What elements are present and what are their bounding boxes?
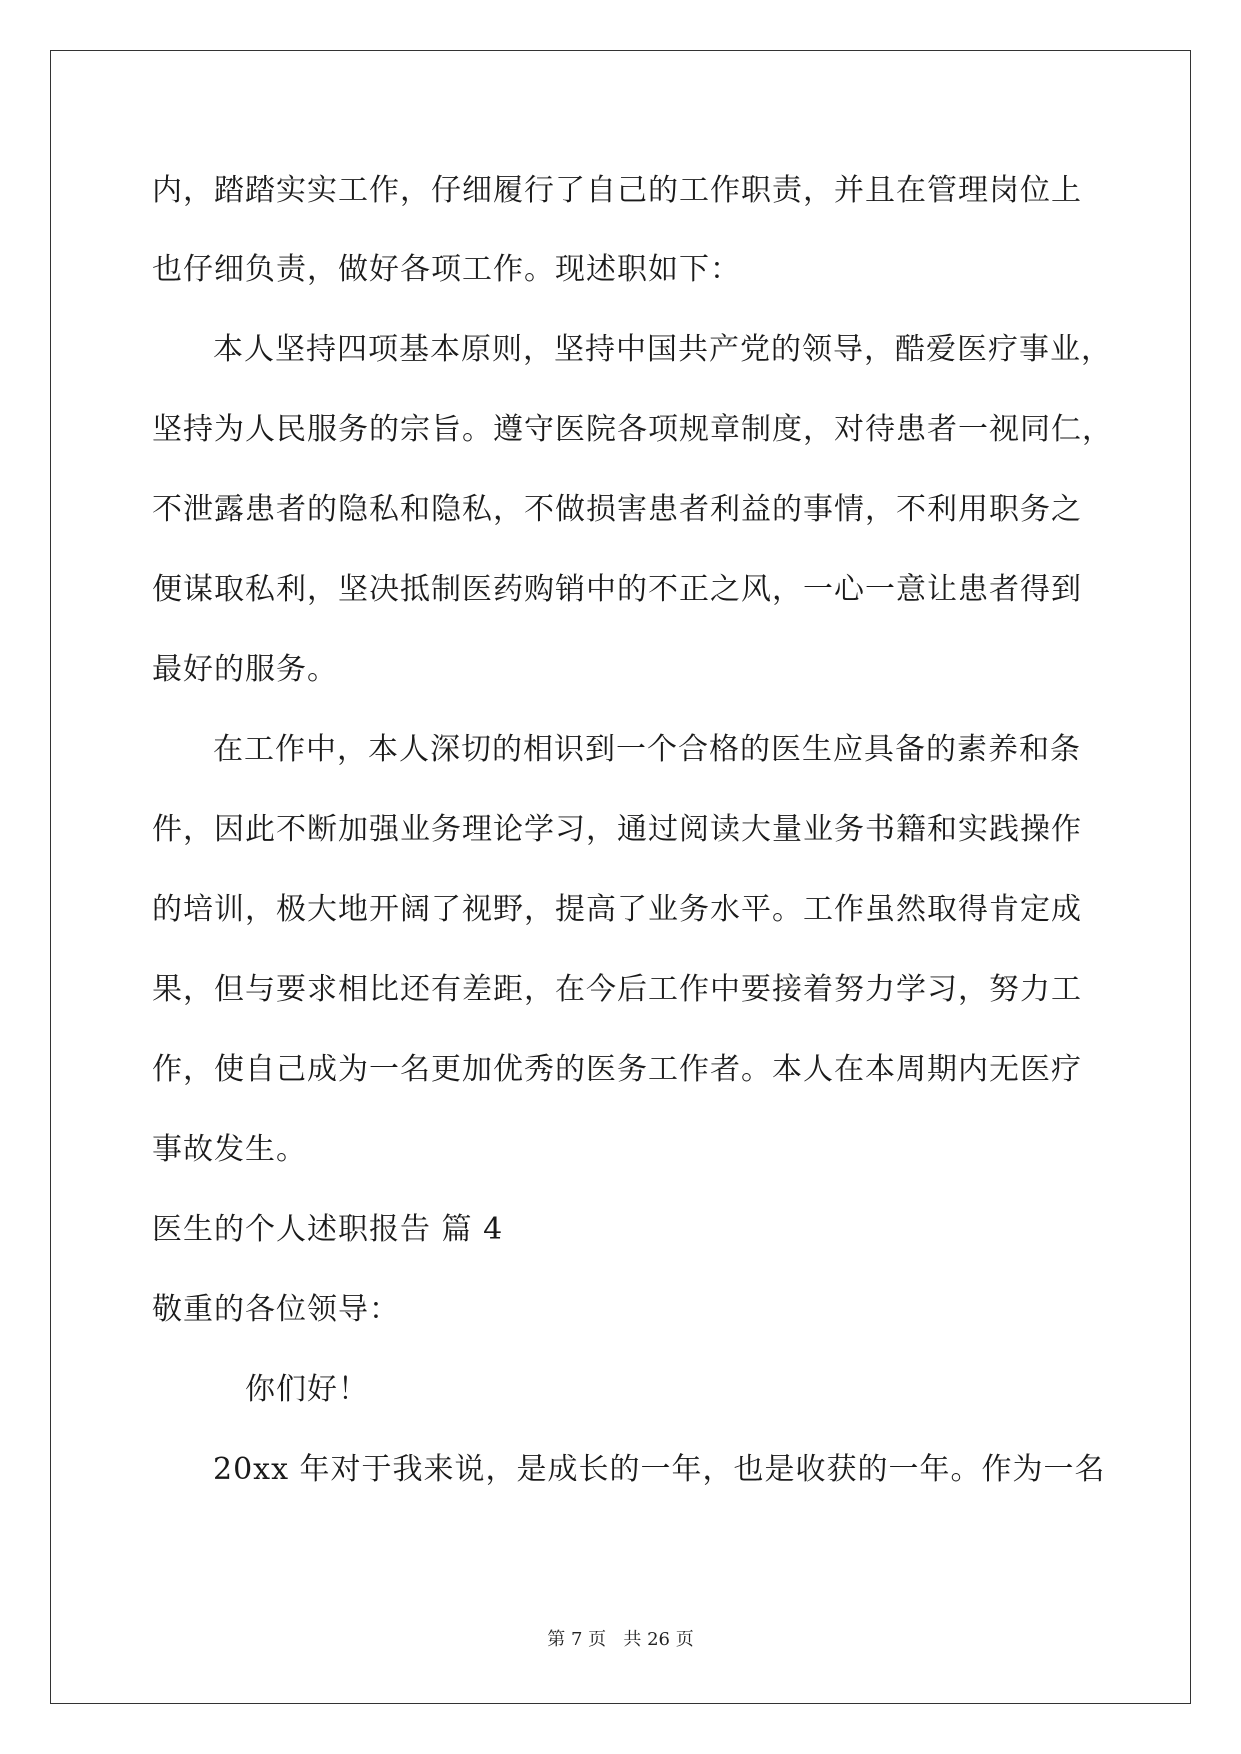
paragraph-start-line: 在工作中，本人深切的相识到一个合格的医生应具备的素养和条 [213, 732, 1081, 767]
body-text-line: 也仔细负责，做好各项工作。现述职如下： [152, 252, 741, 287]
body-text-line: 事故发生。 [152, 1132, 307, 1167]
body-text-line: 不泄露患者的隐私和隐私，不做损害患者利益的事情，不利用职务之 [152, 492, 1082, 527]
salutation: 敬重的各位领导： [152, 1292, 400, 1327]
paragraph-start-line: 20xx 年对于我来说，是成长的一年，也是收获的一年。作为一名 [213, 1452, 1106, 1487]
body-text-line: 坚持为人民服务的宗旨。遵守医院各项规章制度，对待患者一视同仁， [152, 412, 1113, 447]
greeting: 你们好！ [245, 1372, 369, 1407]
section-heading: 医生的个人述职报告 篇 4 [152, 1212, 504, 1247]
body-text-line: 的培训，极大地开阔了视野，提高了业务水平。工作虽然取得肯定成 [152, 892, 1082, 927]
page-footer [0, 1628, 1241, 1652]
body-text-line: 果，但与要求相比还有差距，在今后工作中要接着努力学习，努力工 [152, 972, 1082, 1007]
page-number: 第 7 页 [547, 1629, 607, 1650]
body-text-line: 便谋取私利，坚决抵制医药购销中的不正之风，一心一意让患者得到 [152, 572, 1082, 607]
body-text-line: 内，踏踏实实工作，仔细履行了自己的工作职责，并且在管理岗位上 [152, 173, 1082, 208]
body-text-line: 最好的服务。 [152, 652, 338, 687]
page-total: 共 26 页 [623, 1629, 694, 1650]
paragraph-start-line: 本人坚持四项基本原则，坚持中国共产党的领导，酷爱医疗事业， [213, 332, 1112, 367]
body-text-line: 件，因此不断加强业务理论学习，通过阅读大量业务书籍和实践操作 [152, 812, 1082, 847]
body-text-line: 作，使自己成为一名更加优秀的医务工作者。本人在本周期内无医疗 [152, 1052, 1082, 1087]
